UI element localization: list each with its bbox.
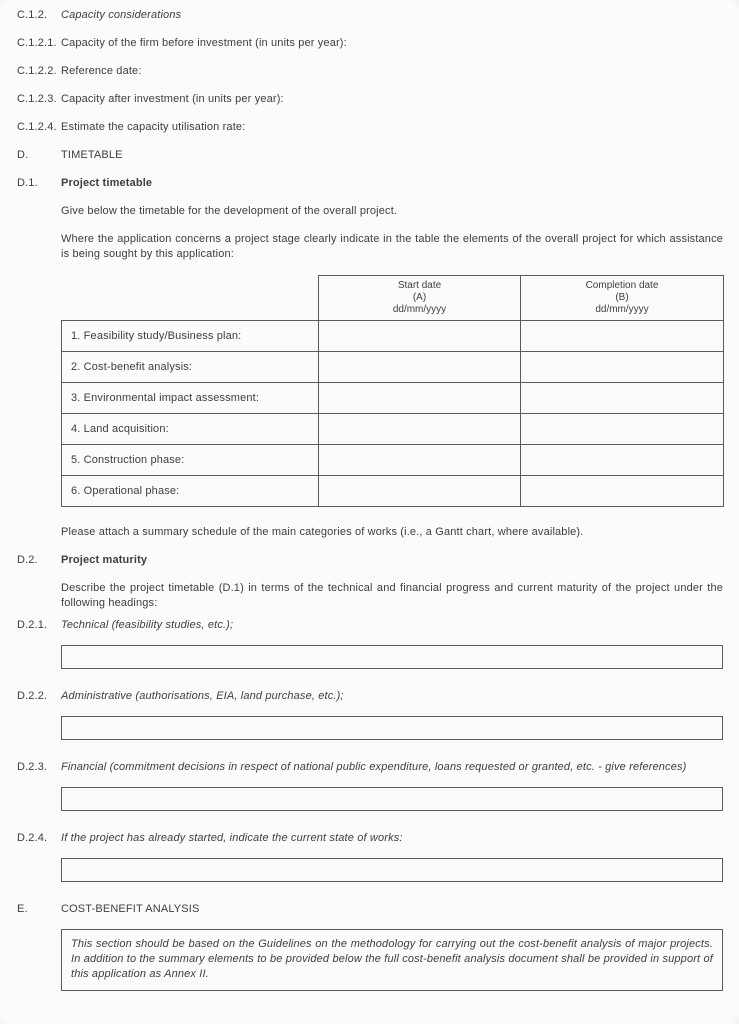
item-c122 bbox=[17, 64, 723, 79]
d23-response-field[interactable] bbox=[61, 787, 723, 811]
table-row bbox=[62, 476, 724, 507]
d1-paragraph-2: Where the application concerns a project stage clearly indicate in the table the elements of the overall project for which assistance is being sought by this application: bbox=[61, 233, 723, 260]
section-number: D. bbox=[17, 149, 29, 161]
d22-response-field[interactable] bbox=[61, 716, 723, 740]
section-number: D.2. bbox=[17, 554, 38, 566]
table-row bbox=[62, 321, 724, 352]
section-number: E. bbox=[17, 903, 28, 915]
start-date-cell[interactable] bbox=[319, 352, 521, 383]
completion-date-cell[interactable] bbox=[521, 476, 724, 507]
item-label: Administrative (authorisations, EIA, land purchase, etc.); bbox=[61, 690, 344, 702]
item-number: D.2.3. bbox=[17, 761, 48, 773]
header-line: Completion date bbox=[585, 280, 659, 291]
start-date-cell[interactable] bbox=[319, 476, 521, 507]
item-c121 bbox=[17, 36, 723, 51]
item-d22 bbox=[17, 689, 723, 704]
row-label: 4. Land acquisition: bbox=[62, 414, 319, 445]
item-c124 bbox=[17, 120, 723, 135]
item-d21 bbox=[17, 618, 723, 633]
section-c12-heading bbox=[17, 8, 723, 23]
start-date-cell[interactable] bbox=[319, 414, 521, 445]
start-date-header bbox=[319, 276, 521, 321]
d1-paragraph-1: Give below the timetable for the development of the overall project. bbox=[61, 205, 398, 217]
header-line: (B) bbox=[615, 292, 629, 303]
section-number: C.1.2. bbox=[17, 9, 48, 21]
item-number: D.2.4. bbox=[17, 832, 48, 844]
item-label: Estimate the capacity utilisation rate: bbox=[61, 121, 246, 133]
table-row bbox=[62, 352, 724, 383]
start-date-cell[interactable] bbox=[319, 383, 521, 414]
timetable-table bbox=[61, 275, 724, 507]
gantt-note: Please attach a summary schedule of the main categories of works (i.e., a Gantt chart, where available). bbox=[61, 526, 584, 538]
d2-intro: Describe the project timetable (D.1) in terms of the technical and financial progress and current maturity of the project under the following headings: bbox=[61, 582, 723, 609]
cba-guidelines-note: This section should be based on the Guidelines on the methodology for carrying out the cost-benefit analysis of major projects. In addition to the summary elements to be provided below the full cost-benefit analysis document shall be provided in support of this application as Annex II. bbox=[61, 929, 723, 991]
section-d1-heading bbox=[17, 176, 723, 191]
item-d23 bbox=[17, 760, 723, 775]
table-row bbox=[62, 383, 724, 414]
row-label: 3. Environmental impact assessment: bbox=[62, 383, 319, 414]
d21-response-field[interactable] bbox=[61, 645, 723, 669]
table-header-row bbox=[62, 276, 724, 321]
item-number: D.2.1. bbox=[17, 619, 48, 631]
section-title: Capacity considerations bbox=[61, 9, 182, 21]
item-label: Capacity after investment (in units per year): bbox=[61, 93, 284, 105]
item-number: C.1.2.4. bbox=[17, 121, 57, 133]
completion-date-header bbox=[521, 276, 724, 321]
completion-date-cell[interactable] bbox=[521, 414, 724, 445]
item-label: Technical (feasibility studies, etc.); bbox=[61, 619, 234, 631]
header-line: dd/mm/yyyy bbox=[595, 304, 649, 315]
d24-response-field[interactable] bbox=[61, 858, 723, 882]
table-row bbox=[62, 445, 724, 476]
section-e-heading bbox=[17, 902, 723, 917]
item-c123 bbox=[17, 92, 723, 107]
item-number: C.1.2.3. bbox=[17, 93, 57, 105]
start-date-cell[interactable] bbox=[319, 321, 521, 352]
start-date-cell[interactable] bbox=[319, 445, 521, 476]
section-d2-heading bbox=[17, 553, 723, 568]
item-number: C.1.2.1. bbox=[17, 37, 57, 49]
item-label: Capacity of the firm before investment (in units per year): bbox=[61, 37, 347, 49]
header-line: dd/mm/yyyy bbox=[392, 304, 447, 315]
completion-date-cell[interactable] bbox=[521, 383, 724, 414]
item-number: D.2.2. bbox=[17, 690, 48, 702]
item-label: Reference date: bbox=[61, 65, 142, 77]
item-d24 bbox=[17, 831, 723, 846]
section-number: D.1. bbox=[17, 177, 38, 189]
row-label: 6. Operational phase: bbox=[62, 476, 319, 507]
table-corner-cell bbox=[62, 276, 319, 321]
completion-date-cell[interactable] bbox=[521, 352, 724, 383]
completion-date-cell[interactable] bbox=[521, 445, 724, 476]
table-row bbox=[62, 414, 724, 445]
row-label: 2. Cost-benefit analysis: bbox=[62, 352, 319, 383]
item-label: If the project has already started, indicate the current state of works: bbox=[61, 832, 403, 844]
section-d-heading bbox=[17, 148, 723, 163]
header-line: Start date bbox=[397, 280, 442, 291]
header-line: (A) bbox=[412, 292, 427, 303]
section-title: TIMETABLE bbox=[61, 149, 123, 161]
section-title: COST-BENEFIT ANALYSIS bbox=[61, 903, 200, 915]
section-title: Project maturity bbox=[61, 554, 148, 566]
completion-date-cell[interactable] bbox=[521, 321, 724, 352]
section-title: Project timetable bbox=[61, 177, 153, 189]
item-number: C.1.2.2. bbox=[17, 65, 57, 77]
row-label: 1. Feasibility study/Business plan: bbox=[62, 321, 319, 352]
item-label: Financial (commitment decisions in respect of national public expenditure, loans requested or granted, etc. - give references) bbox=[61, 761, 687, 773]
row-label: 5. Construction phase: bbox=[62, 445, 319, 476]
